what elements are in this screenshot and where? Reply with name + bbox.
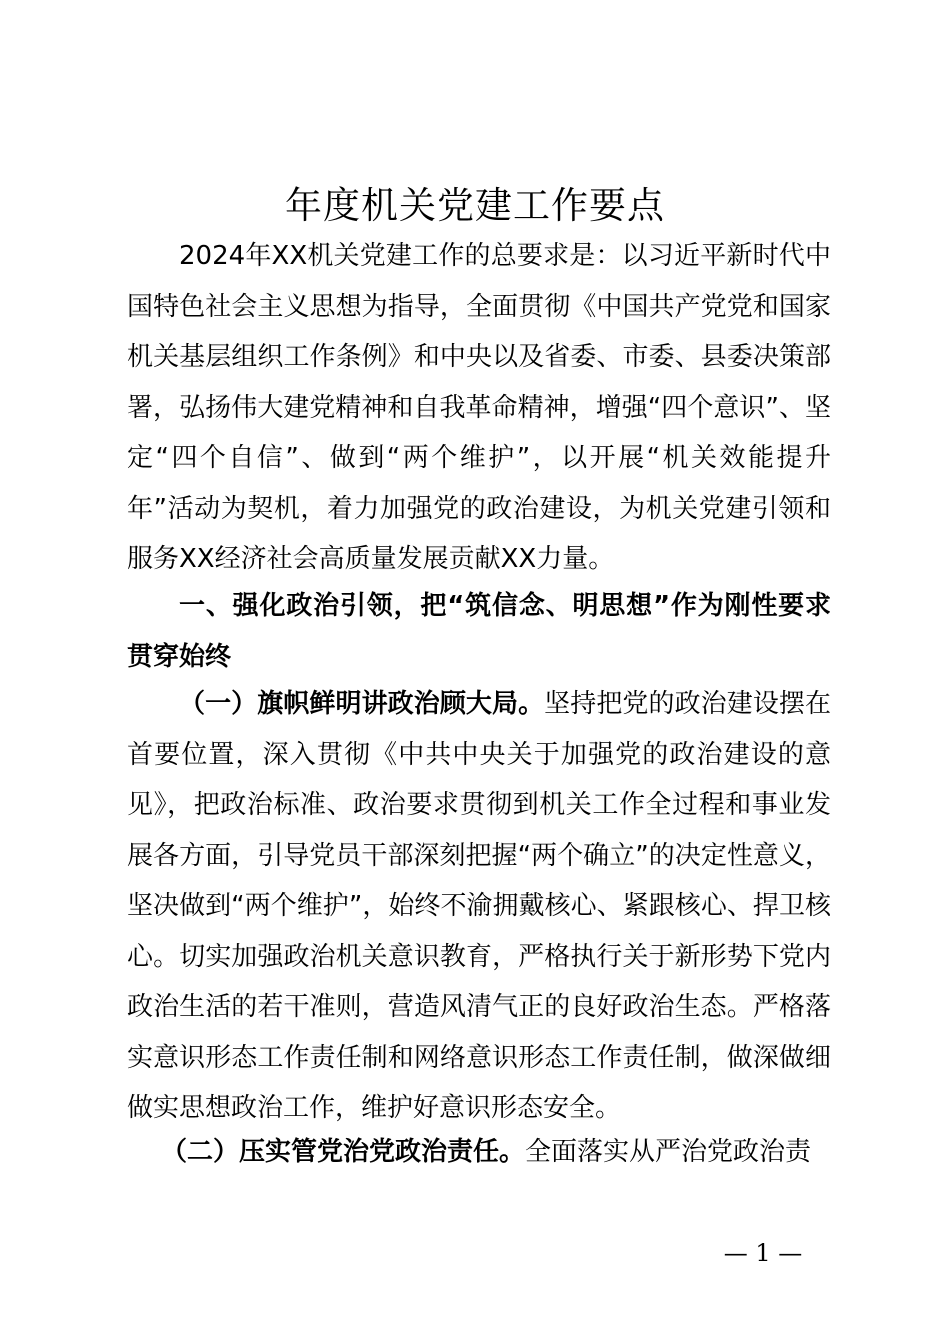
section-heading: 一、强化政治引领，把“筑信念、明思想”作为刚性要求贯穿始终 (127, 591, 831, 672)
subsection-text-1: 坚持把党的政治建设摆在首要位置，深入贯彻《中共中央关于加强党的政治建设的意见》，把政治标准、政治要求贯彻到机关工作全过程和事业发展各方面，引导党员干部深刻把握“两个确立”的决定性意义，坚决做到“两个维护”，始终不渝拥戴核心、紧跟核心、捍卫核心。切实加强政治机关意识教育，严格执行关于新形势下党内政治生活的若干准则，营造风清气正的良好政治生态。严格落实意识形态工作责任制和网络意识形态工作责任制，做深做细做实思想政治工作，维护好意识形态安全。 (127, 689, 831, 1123)
subsection-paragraph-2 (127, 1127, 831, 1178)
subsection-text-2: 全面落实从严治党政治责 (525, 1137, 812, 1167)
page-number: — 1 — (723, 1239, 803, 1267)
subsection-lead-1: （一）旗帜鲜明讲政治顾大局。 (179, 689, 545, 719)
subsection-lead-2: （二）压实管党治党政治责任。 (161, 1137, 526, 1167)
intro-paragraph: 2024年XX机关党建工作的总要求是：以习近平新时代中国特色社会主义思想为指导，全面贯彻《中国共产党党和国家机关基层组织工作条例》和中央以及省委、市委、县委决策部署，弘扬伟大建党精神和自我革命精神，增强“四个意识”、坚定“四个自信”、做到“两个维护”，以开展“机关效能提升年”活动为契机，着力加强党的政治建设，为机关党建引领和服务XX经济社会高质量发展贡献XX力量。 (127, 241, 831, 574)
document-title: 年度机关党建工作要点 (285, 184, 665, 227)
subsection-paragraph-1 (127, 679, 831, 1134)
